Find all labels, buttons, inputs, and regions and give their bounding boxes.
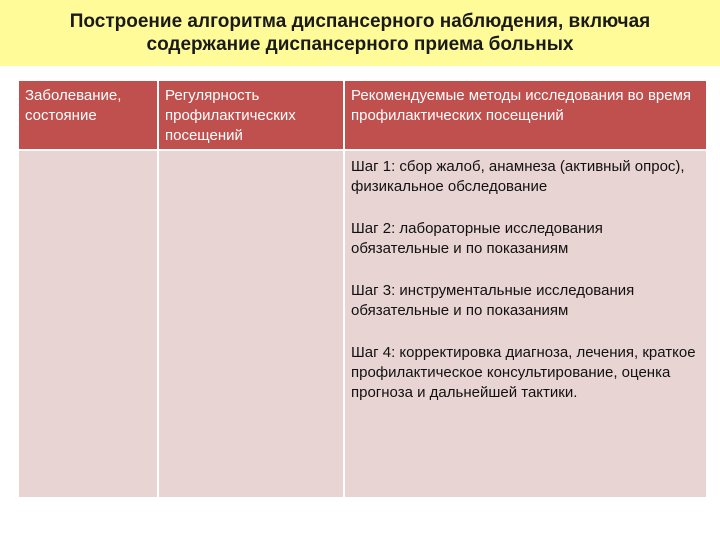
- algorithm-table: [17, 79, 708, 499]
- header-methods: Рекомендуемые методы исследования во время профилактических посещений: [344, 80, 707, 150]
- title-line-2: содержание диспансерного приема больных: [146, 34, 574, 55]
- header-regularity: Регулярность профилактических посещений: [158, 80, 344, 150]
- step-4: Шаг 4: корректировка диагноза, лечения, краткое профилактическое консультирование, оценка прогноза и дальнейшей тактики.: [351, 344, 696, 401]
- page-title: [50, 10, 670, 56]
- step-2: Шаг 2: лабораторные исследования обязательные и по показаниям: [351, 220, 603, 257]
- step-3: Шаг 3: инструментальные исследования обязательные и по показаниям: [351, 282, 635, 319]
- table-row: [18, 150, 707, 498]
- algorithm-table-container: [17, 79, 708, 499]
- title-bar: [0, 0, 720, 66]
- cell-regularity: [158, 150, 344, 498]
- step-1: Шаг 1: сбор жалоб, анамнеза (активный опрос), физикальное обследование: [351, 158, 685, 195]
- cell-disease: [18, 150, 158, 498]
- header-disease: Заболевание, состояние: [18, 80, 158, 150]
- cell-methods: [344, 150, 707, 498]
- table-header-row: [18, 80, 707, 150]
- title-line-1: Построение алгоритма диспансерного наблюдения, включая: [69, 11, 651, 32]
